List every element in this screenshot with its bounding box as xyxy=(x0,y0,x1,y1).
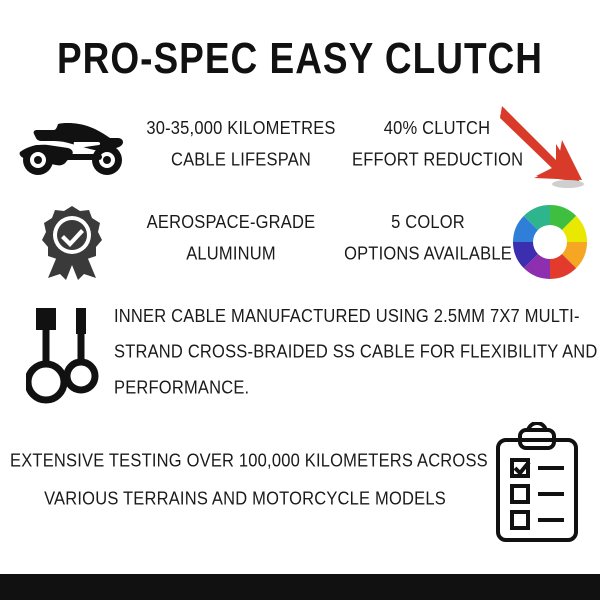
award-badge-icon xyxy=(36,204,108,280)
feature-2-line-2: EFFORT REDUCTION xyxy=(352,149,524,170)
feature-3-text xyxy=(118,207,344,270)
testing-block xyxy=(0,428,600,558)
feature-1-line-2: CABLE LIFESPAN xyxy=(170,149,312,170)
feature-1-line-1: 30-35,000 KILOMETRES xyxy=(146,118,336,139)
feature-3-line-1: AEROSPACE-GRADE xyxy=(146,212,316,233)
down-arrow-icon xyxy=(496,104,592,190)
testing-line-1: EXTENSIVE TESTING OVER 100,000 KILOMETERS ACROSS xyxy=(10,450,488,472)
testing-line-2: VARIOUS TERRAINS AND MOTORCYCLE MODELS xyxy=(44,488,446,510)
feature-row-2 xyxy=(0,196,600,288)
feature-4-line-1: 5 COLOR xyxy=(391,212,465,233)
page-title: PRO-SPEC EASY CLUTCH xyxy=(57,34,543,83)
clipboard-checklist-icon xyxy=(490,422,586,550)
feature-1-text xyxy=(128,113,354,176)
feature-2-line-1: 40% CLUTCH xyxy=(383,118,491,139)
color-wheel-icon xyxy=(510,202,590,282)
feature-3-line-2: ALUMINUM xyxy=(186,243,276,264)
cable-icon xyxy=(26,302,108,408)
cable-line-2: STRAND CROSS-BRAIDED SS CABLE FOR FLEXIBILITY AND xyxy=(114,341,598,363)
cable-line-3: PERFORMANCE. xyxy=(114,377,250,398)
feature-row-1 xyxy=(0,104,600,190)
cable-feature-text xyxy=(114,298,598,406)
cable-line-1: INNER CABLE MANUFACTURED USING 2.5MM 7X7 MULTI- xyxy=(114,306,580,327)
testing-text xyxy=(10,442,488,518)
motorcycle-icon xyxy=(14,116,126,178)
cable-feature-block xyxy=(0,296,600,414)
bottom-bar xyxy=(0,574,600,600)
feature-4-text xyxy=(338,207,518,270)
feature-4-line-2: OPTIONS AVAILABLE xyxy=(344,243,512,264)
